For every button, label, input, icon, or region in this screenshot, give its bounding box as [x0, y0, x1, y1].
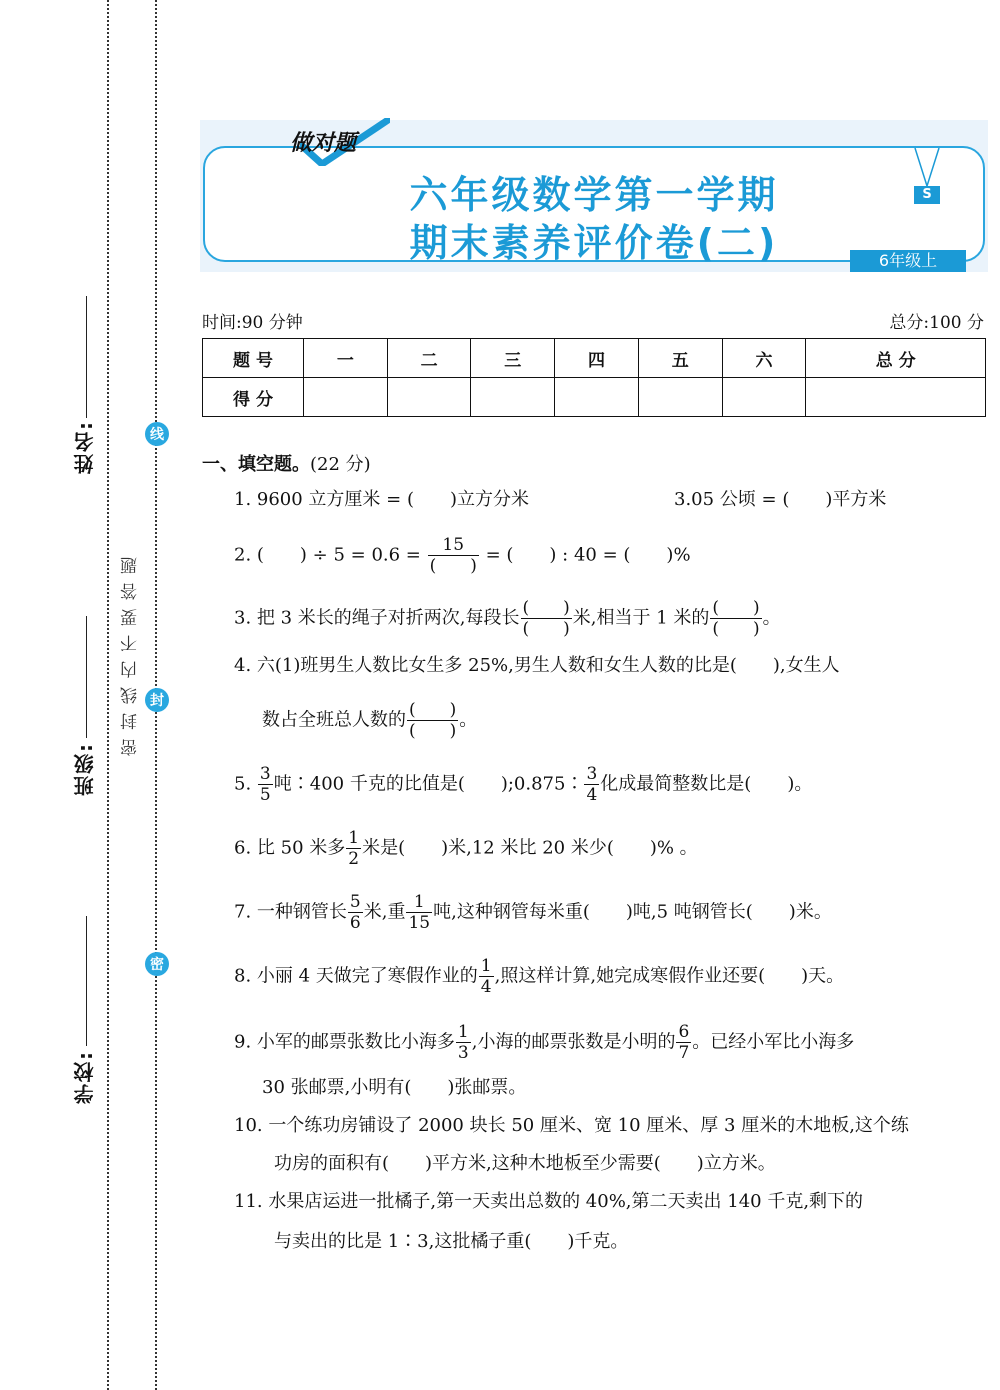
q3-blank-fraction-2	[710, 598, 761, 639]
question-3	[234, 598, 781, 639]
q9-text-a: 9. 小军的邮票张数比小海多	[234, 1031, 455, 1053]
q9-text-c: 。已经小军比小海多	[692, 1031, 855, 1053]
q2-denominator: ( )	[429, 556, 477, 576]
score-input-cell[interactable]	[806, 378, 986, 417]
q8-text-b: ,照这样计算,她完成寒假作业还要( )天。	[494, 965, 845, 987]
school-field-line	[86, 916, 87, 1046]
numerator: 3	[259, 764, 271, 784]
exam-title-line1: 六年级数学第一学期	[409, 173, 779, 217]
question-10a: 10. 一个练功房铺设了 2000 块长 50 厘米、宽 10 厘米、厚 3 厘米的木地板,这个练	[234, 1115, 909, 1136]
q6-text-b: 米是( )米,12 米比 20 米少( )% 。	[362, 837, 698, 859]
score-input-cell[interactable]	[555, 378, 639, 417]
binding-dotted-line-outer	[107, 0, 109, 1390]
question-1b: 3.05 公顷 = ( )平方米	[674, 489, 887, 510]
q8-text-a: 8. 小丽 4 天做完了寒假作业的	[234, 965, 478, 987]
q5-number: 5.	[234, 773, 252, 795]
blank-denominator: ( )	[409, 721, 457, 741]
question-4a: 4. 六(1)班男生人数比女生多 25%,男生人数和女生人数的比是( ),女生人	[234, 655, 840, 676]
q7-text-c: 吨,这种钢管每米重( )吨,5 吨钢管长( )米。	[433, 901, 832, 923]
section-title	[202, 450, 371, 476]
score-input-cell[interactable]	[471, 378, 555, 417]
denominator: 4	[586, 785, 598, 805]
denominator: 7	[678, 1043, 690, 1063]
q4-text-c: 。	[459, 709, 478, 731]
line-bubble: 线	[145, 422, 169, 446]
q9-fraction-2	[676, 1022, 691, 1063]
score-input-cell[interactable]	[387, 378, 471, 417]
numerator: 5	[349, 892, 361, 912]
blank-denominator: ( )	[522, 619, 570, 639]
denominator: 2	[348, 849, 360, 869]
question-11b: 与卖出的比是 1∶3,这批橘子重( )千克。	[274, 1231, 629, 1252]
grade-badge: 6年级上	[850, 250, 966, 272]
exam-total-score: 总分:100 分	[889, 313, 984, 333]
q5-text-b: 吨∶400 千克的比值是( );0.875∶	[273, 773, 584, 795]
numerator: 3	[586, 764, 598, 784]
question-2	[234, 535, 691, 576]
secret-bubble: 密	[145, 952, 169, 976]
blank-numerator: ( )	[409, 700, 457, 720]
q2-text-b: = ( ) : 40 = ( )%	[485, 544, 691, 566]
question-4b	[262, 700, 477, 741]
q5-fraction-1	[258, 764, 273, 805]
question-10b: 功房的面积有( )平方米,这种木地板至少需要( )立方米。	[274, 1153, 776, 1174]
question-5	[234, 764, 812, 805]
q7-text-b: 米,重	[363, 901, 406, 923]
table-cell: 三	[471, 339, 555, 378]
score-table-score-row	[203, 378, 986, 417]
section-points: (22 分)	[310, 454, 371, 475]
class-label: 班级:	[73, 742, 97, 796]
denominator: 5	[259, 785, 271, 805]
q3-text-b: 米,相当于 1 米的	[572, 607, 710, 629]
numerator: 1	[406, 892, 432, 913]
q6-text-a: 6. 比 50 米多	[234, 837, 346, 859]
question-1a: 1. 9600 立方厘米 = ( )立方分米	[234, 489, 529, 510]
q9-fraction-1	[456, 1022, 471, 1063]
denominator: 3	[457, 1043, 469, 1063]
blank-numerator: ( )	[712, 598, 760, 618]
q3-text-c: 。	[762, 607, 781, 629]
score-table-header-row	[203, 339, 986, 378]
table-cell: 一	[304, 339, 388, 378]
q3-text-a: 3. 把 3 米长的绳子对折两次,每段长	[234, 607, 520, 629]
q7-fraction-2	[406, 892, 432, 933]
numerator: 6	[678, 1022, 690, 1042]
numerator: 1	[457, 1022, 469, 1042]
seal-bubble: 封	[145, 688, 169, 712]
table-cell: 五	[638, 339, 722, 378]
blank-denominator: ( )	[712, 619, 760, 639]
denominator: 4	[480, 977, 492, 997]
score-table	[202, 338, 986, 417]
q2-text-a: 2. ( ) ÷ 5 = 0.6 =	[234, 544, 421, 566]
q4-text-b: 数占全班总人数的	[262, 709, 406, 731]
series-badge: S	[914, 186, 940, 204]
score-input-cell[interactable]	[304, 378, 388, 417]
denominator: 6	[349, 913, 361, 933]
exam-time: 时间:90 分钟	[202, 313, 303, 333]
class-field-line	[86, 616, 87, 738]
table-cell: 得 分	[203, 378, 304, 417]
q4-blank-fraction	[407, 700, 458, 741]
table-cell: 题 号	[203, 339, 304, 378]
school-label: 学校:	[73, 1050, 97, 1104]
name-label: 姓名:	[73, 420, 97, 474]
q9-text-b: ,小海的邮票张数是小明的	[471, 1031, 676, 1053]
question-6	[234, 828, 698, 869]
question-8	[234, 956, 844, 997]
table-cell: 六	[722, 339, 806, 378]
question-9d: 30 张邮票,小明有( )张邮票。	[262, 1077, 527, 1098]
numerator: 1	[348, 828, 360, 848]
denominator: 15	[408, 913, 431, 933]
brand-tag: 做对题	[290, 131, 357, 156]
blank-numerator: ( )	[522, 598, 570, 618]
table-cell: 二	[387, 339, 471, 378]
exam-title-line2: 期末素养评价卷(二)	[409, 221, 779, 265]
table-cell: 四	[555, 339, 639, 378]
q5-text-c: 化成最简整数比是( )。	[600, 773, 813, 795]
section-title-text: 一、填空题。	[202, 454, 310, 475]
q3-blank-fraction	[521, 598, 572, 639]
q2-numerator: 15	[428, 535, 479, 556]
score-input-cell[interactable]	[722, 378, 806, 417]
question-7	[234, 892, 832, 933]
q5-fraction-2	[584, 764, 599, 805]
q2-fraction	[428, 535, 479, 576]
score-input-cell[interactable]	[638, 378, 722, 417]
q7-text-a: 7. 一种钢管长	[234, 901, 347, 923]
seal-warning: 密封线内不要答题	[121, 548, 141, 756]
q8-fraction	[479, 956, 494, 997]
name-field-line	[86, 296, 87, 418]
q6-fraction	[346, 828, 361, 869]
question-9	[234, 1022, 854, 1063]
pendant-string-icon	[912, 148, 942, 188]
table-cell: 总 分	[806, 339, 986, 378]
numerator: 1	[480, 956, 492, 976]
q7-fraction-1	[348, 892, 363, 933]
question-11a: 11. 水果店运进一批橘子,第一天卖出总数的 40%,第二天卖出 140 千克,剩下的	[234, 1191, 864, 1212]
